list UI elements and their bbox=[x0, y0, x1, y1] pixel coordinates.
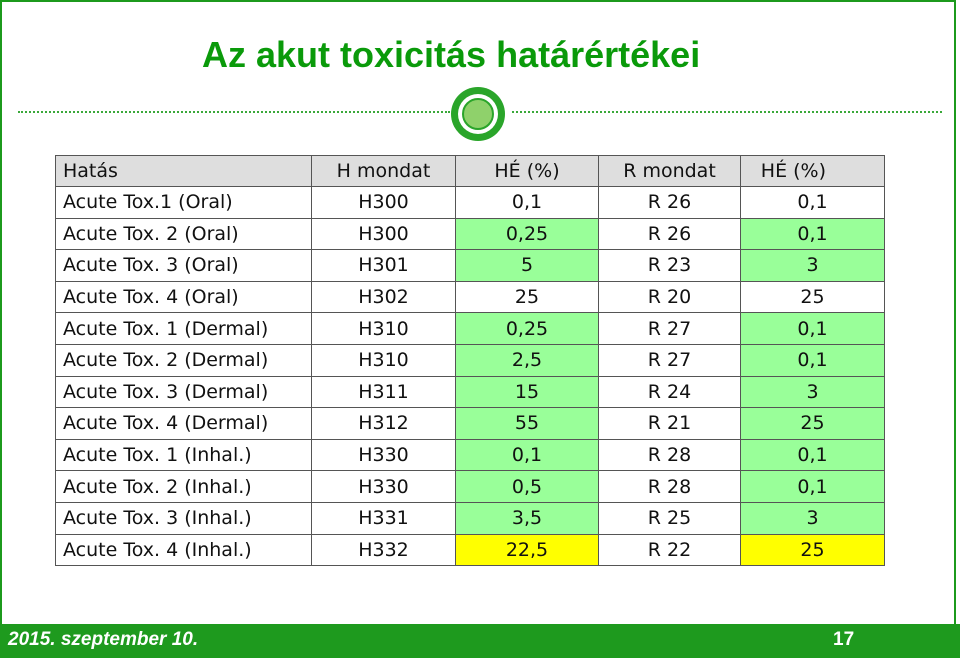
footer-date: 2015. szeptember 10. bbox=[8, 629, 199, 650]
cell-he-r: 0,1 bbox=[741, 471, 885, 503]
table-row bbox=[56, 344, 885, 376]
cell-he-r: 0,1 bbox=[741, 218, 885, 250]
cell-h-mondat: H310 bbox=[312, 344, 456, 376]
cell-r-mondat: R 27 bbox=[599, 313, 741, 345]
table-header-row bbox=[56, 156, 885, 187]
slide-title: Az akut toxicitás határértékei bbox=[202, 34, 701, 75]
cell-hatas: Acute Tox. 3 (Dermal) bbox=[56, 376, 312, 408]
cell-he-h: 55 bbox=[456, 408, 599, 440]
cell-he-r: 3 bbox=[741, 376, 885, 408]
cell-he-h: 0,5 bbox=[456, 471, 599, 503]
cell-h-mondat: H301 bbox=[312, 250, 456, 282]
cell-he-r: 0,1 bbox=[741, 187, 885, 219]
table-row bbox=[56, 408, 885, 440]
cell-he-h: 22,5 bbox=[456, 534, 599, 566]
cell-he-r: 0,1 bbox=[741, 344, 885, 376]
cell-h-mondat: H312 bbox=[312, 408, 456, 440]
cell-r-mondat: R 20 bbox=[599, 281, 741, 313]
cell-r-mondat: R 21 bbox=[599, 408, 741, 440]
cell-hatas: Acute Tox.1 (Oral) bbox=[56, 187, 312, 219]
cell-hatas: Acute Tox. 4 (Oral) bbox=[56, 281, 312, 313]
cell-r-mondat: R 28 bbox=[599, 439, 741, 471]
table-row bbox=[56, 218, 885, 250]
cell-he-h: 3,5 bbox=[456, 502, 599, 534]
column-header-he-h: HÉ (%) bbox=[456, 156, 599, 187]
cell-h-mondat: H331 bbox=[312, 502, 456, 534]
cell-hatas: Acute Tox. 2 (Dermal) bbox=[56, 344, 312, 376]
dotted-divider-left bbox=[18, 111, 450, 113]
table-row bbox=[56, 250, 885, 282]
cell-h-mondat: H332 bbox=[312, 534, 456, 566]
cell-he-r: 0,1 bbox=[741, 439, 885, 471]
cell-he-r: 3 bbox=[741, 502, 885, 534]
page-number: 17 bbox=[833, 629, 855, 650]
cell-hatas: Acute Tox. 1 (Inhal.) bbox=[56, 439, 312, 471]
table-row bbox=[56, 502, 885, 534]
cell-hatas: Acute Tox. 2 (Oral) bbox=[56, 218, 312, 250]
cell-r-mondat: R 22 bbox=[599, 534, 741, 566]
cell-h-mondat: H330 bbox=[312, 439, 456, 471]
column-header-h-mondat: H mondat bbox=[312, 156, 456, 187]
cell-h-mondat: H311 bbox=[312, 376, 456, 408]
table-row bbox=[56, 439, 885, 471]
cell-hatas: Acute Tox. 4 (Dermal) bbox=[56, 408, 312, 440]
column-header-hatas: Hatás bbox=[56, 156, 312, 187]
table-body bbox=[56, 187, 885, 566]
cell-he-r: 25 bbox=[741, 281, 885, 313]
cell-hatas: Acute Tox. 1 (Dermal) bbox=[56, 313, 312, 345]
cell-he-h: 0,1 bbox=[456, 187, 599, 219]
cell-he-r: 3 bbox=[741, 250, 885, 282]
cell-h-mondat: H300 bbox=[312, 218, 456, 250]
cell-hatas: Acute Tox. 2 (Inhal.) bbox=[56, 471, 312, 503]
cell-he-h: 15 bbox=[456, 376, 599, 408]
cell-he-r: 25 bbox=[741, 408, 885, 440]
toxicity-table bbox=[55, 155, 885, 566]
cell-he-h: 0,25 bbox=[456, 313, 599, 345]
table-row bbox=[56, 281, 885, 313]
table-row bbox=[56, 313, 885, 345]
table-row bbox=[56, 376, 885, 408]
cell-r-mondat: R 24 bbox=[599, 376, 741, 408]
cell-r-mondat: R 26 bbox=[599, 218, 741, 250]
cell-he-h: 0,25 bbox=[456, 218, 599, 250]
cell-he-h: 2,5 bbox=[456, 344, 599, 376]
cell-r-mondat: R 26 bbox=[599, 187, 741, 219]
cell-hatas: Acute Tox. 4 (Inhal.) bbox=[56, 534, 312, 566]
cell-r-mondat: R 23 bbox=[599, 250, 741, 282]
table-row bbox=[56, 534, 885, 566]
cell-h-mondat: H302 bbox=[312, 281, 456, 313]
cell-he-h: 5 bbox=[456, 250, 599, 282]
column-header-he-r: HÉ (%) bbox=[741, 156, 885, 187]
dotted-divider-right bbox=[512, 111, 942, 113]
cell-hatas: Acute Tox. 3 (Oral) bbox=[56, 250, 312, 282]
cell-he-r: 0,1 bbox=[741, 313, 885, 345]
ring-icon bbox=[451, 87, 505, 141]
cell-r-mondat: R 25 bbox=[599, 502, 741, 534]
table-row bbox=[56, 187, 885, 219]
cell-h-mondat: H330 bbox=[312, 471, 456, 503]
cell-r-mondat: R 28 bbox=[599, 471, 741, 503]
table-row bbox=[56, 471, 885, 503]
cell-h-mondat: H300 bbox=[312, 187, 456, 219]
cell-r-mondat: R 27 bbox=[599, 344, 741, 376]
cell-he-h: 0,1 bbox=[456, 439, 599, 471]
cell-hatas: Acute Tox. 3 (Inhal.) bbox=[56, 502, 312, 534]
cell-he-r: 25 bbox=[741, 534, 885, 566]
cell-he-h: 25 bbox=[456, 281, 599, 313]
footer-bar bbox=[0, 624, 960, 658]
column-header-r-mondat: R mondat bbox=[599, 156, 741, 187]
cell-h-mondat: H310 bbox=[312, 313, 456, 345]
